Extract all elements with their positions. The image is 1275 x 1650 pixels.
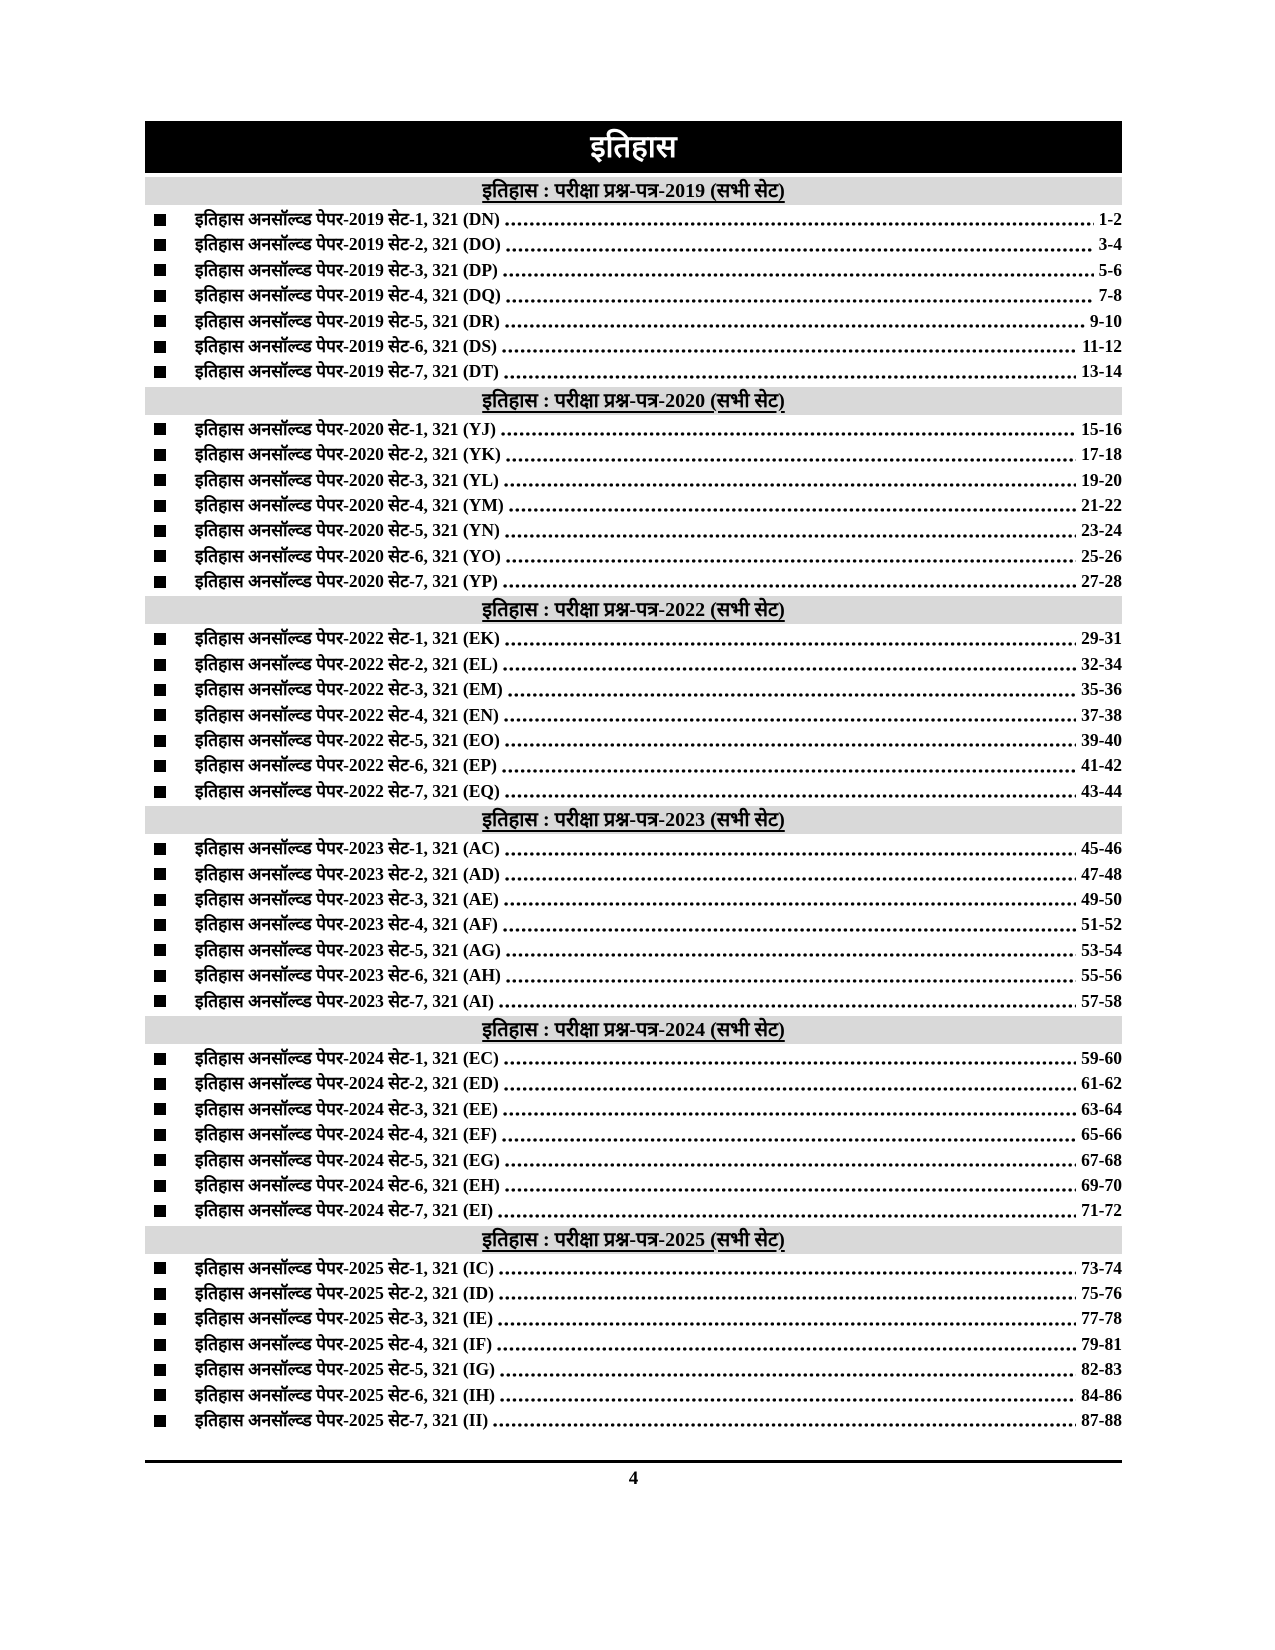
dot-leader bbox=[503, 482, 1076, 488]
square-bullet-icon bbox=[154, 239, 166, 251]
square-bullet-icon bbox=[154, 786, 166, 798]
toc-entry bbox=[145, 836, 1122, 861]
dot-leader bbox=[505, 978, 1076, 984]
entry-label: इतिहास अनसॉल्व्ड पेपर-2023 सेट-3, 321 (AE) bbox=[195, 888, 499, 909]
dot-leader bbox=[507, 692, 1076, 698]
square-bullet-icon bbox=[154, 709, 166, 721]
toc-entry bbox=[145, 1256, 1122, 1281]
section-heading bbox=[145, 596, 1122, 624]
entry-label: इतिहास अनसॉल्व्ड पेपर-2023 सेट-4, 321 (AF) bbox=[195, 914, 498, 935]
entry-label: इतिहास अनसॉल्व्ड पेपर-2025 सेट-2, 321 (ID) bbox=[195, 1283, 495, 1304]
section-entries bbox=[145, 626, 1122, 804]
dot-leader bbox=[504, 533, 1076, 539]
square-bullet-icon bbox=[154, 1364, 166, 1376]
entry-label: इतिहास अनसॉल्व्ड पेपर-2023 सेट-2, 321 (AD) bbox=[195, 863, 500, 884]
square-bullet-icon bbox=[154, 1180, 166, 1192]
section-entries bbox=[145, 1256, 1122, 1434]
square-bullet-icon bbox=[154, 735, 166, 747]
toc-entry bbox=[145, 728, 1122, 753]
section-heading bbox=[145, 806, 1122, 834]
square-bullet-icon bbox=[154, 970, 166, 982]
toc-entry bbox=[145, 544, 1122, 569]
toc-section bbox=[145, 1226, 1122, 1434]
entry-page-range: 51-52 bbox=[1081, 914, 1122, 935]
toc-entry bbox=[145, 938, 1122, 963]
toc-entry bbox=[145, 468, 1122, 493]
toc-entry bbox=[145, 1357, 1122, 1382]
square-bullet-icon bbox=[154, 944, 166, 956]
toc-content bbox=[145, 121, 1122, 1490]
toc-entry bbox=[145, 1383, 1122, 1408]
toc-entry bbox=[145, 677, 1122, 702]
entry-label: इतिहास अनसॉल्व्ड पेपर-2020 सेट-2, 321 (YK) bbox=[195, 444, 501, 465]
entry-label: इतिहास अनसॉल्व्ड पेपर-2023 सेट-6, 321 (AH) bbox=[195, 965, 501, 986]
dot-leader bbox=[504, 793, 1076, 799]
square-bullet-icon bbox=[154, 341, 166, 353]
dot-leader bbox=[502, 272, 1094, 278]
toc-entry bbox=[145, 207, 1122, 232]
dot-leader bbox=[496, 1346, 1076, 1352]
entry-page-range: 23-24 bbox=[1081, 520, 1122, 541]
square-bullet-icon bbox=[154, 474, 166, 486]
toc-entry bbox=[145, 887, 1122, 912]
square-bullet-icon bbox=[154, 894, 166, 906]
toc-entry bbox=[145, 1306, 1122, 1331]
dot-leader bbox=[505, 558, 1076, 564]
entry-label: इतिहास अनसॉल्व्ड पेपर-2023 सेट-7, 321 (AI) bbox=[195, 990, 495, 1011]
entry-label: इतिहास अनसॉल्व्ड पेपर-2023 सेट-5, 321 (AG) bbox=[195, 939, 501, 960]
dot-leader bbox=[498, 1003, 1076, 1009]
entry-page-range: 13-14 bbox=[1081, 361, 1122, 382]
entry-page-range: 47-48 bbox=[1081, 863, 1122, 884]
dot-leader bbox=[503, 717, 1076, 723]
entry-page-range: 17-18 bbox=[1081, 444, 1122, 465]
entry-label: इतिहास अनसॉल्व्ड पेपर-2025 सेट-3, 321 (IE) bbox=[195, 1308, 494, 1329]
entry-label: इतिहास अनसॉल्व्ड पेपर-2024 सेट-4, 321 (EF) bbox=[195, 1124, 497, 1145]
dot-leader bbox=[504, 876, 1076, 882]
square-bullet-icon bbox=[154, 659, 166, 671]
entry-label: इतिहास अनसॉल्व्ड पेपर-2024 सेट-5, 321 (EG) bbox=[195, 1149, 500, 1170]
entry-label: इतिहास अनसॉल्व्ड पेपर-2024 सेट-2, 321 (ED) bbox=[195, 1073, 499, 1094]
dot-leader bbox=[503, 901, 1076, 907]
entry-page-range: 3-4 bbox=[1098, 234, 1122, 255]
entry-label: इतिहास अनसॉल्व्ड पेपर-2025 सेट-7, 321 (II) bbox=[195, 1410, 489, 1431]
entry-label: इतिहास अनसॉल्व्ड पेपर-2020 सेट-6, 321 (YO) bbox=[195, 545, 501, 566]
entry-page-range: 55-56 bbox=[1081, 965, 1122, 986]
square-bullet-icon bbox=[154, 366, 166, 378]
entry-page-range: 67-68 bbox=[1081, 1149, 1122, 1170]
square-bullet-icon bbox=[154, 1129, 166, 1141]
toc-entry bbox=[145, 652, 1122, 677]
entry-label: इतिहास अनसॉल्व्ड पेपर-2019 सेट-3, 321 (DP) bbox=[195, 259, 498, 280]
toc-entry bbox=[145, 753, 1122, 778]
square-bullet-icon bbox=[154, 1415, 166, 1427]
entry-page-range: 11-12 bbox=[1082, 335, 1122, 356]
entry-page-range: 59-60 bbox=[1081, 1047, 1122, 1068]
dot-leader bbox=[502, 583, 1076, 589]
toc-section bbox=[145, 806, 1122, 1014]
entry-label: इतिहास अनसॉल्व्ड पेपर-2023 सेट-1, 321 (AC) bbox=[195, 838, 500, 859]
entry-page-range: 19-20 bbox=[1081, 469, 1122, 490]
square-bullet-icon bbox=[154, 1313, 166, 1325]
square-bullet-icon bbox=[154, 1389, 166, 1401]
footer-page-number: 4 bbox=[628, 1468, 639, 1490]
entry-label: इतिहास अनसॉल्व्ड पेपर-2020 सेट-5, 321 (YN) bbox=[195, 520, 500, 541]
square-bullet-icon bbox=[154, 1078, 166, 1090]
square-bullet-icon bbox=[154, 500, 166, 512]
toc-entry bbox=[145, 518, 1122, 543]
entry-label: इतिहास अनसॉल्व्ड पेपर-2022 सेट-1, 321 (EK) bbox=[195, 628, 500, 649]
section-heading-text: इतिहास : परीक्षा प्रश्न-पत्र-2023 (सभी सेट) bbox=[482, 809, 785, 832]
toc-entry bbox=[145, 779, 1122, 804]
entry-page-range: 73-74 bbox=[1081, 1257, 1122, 1278]
entry-label: इतिहास अनसॉल्व्ड पेपर-2025 सेट-1, 321 (IC) bbox=[195, 1257, 495, 1278]
dot-leader bbox=[505, 247, 1094, 253]
dot-leader bbox=[502, 1111, 1076, 1117]
square-bullet-icon bbox=[154, 1288, 166, 1300]
square-bullet-icon bbox=[154, 576, 166, 588]
dot-leader bbox=[505, 298, 1094, 304]
entry-page-range: 87-88 bbox=[1081, 1410, 1122, 1431]
dot-leader bbox=[499, 1397, 1076, 1403]
entry-page-range: 65-66 bbox=[1081, 1124, 1122, 1145]
entry-page-range: 57-58 bbox=[1081, 990, 1122, 1011]
toc-section bbox=[145, 177, 1122, 385]
entry-label: इतिहास अनसॉल्व्ड पेपर-2022 सेट-7, 321 (EQ) bbox=[195, 780, 500, 801]
entry-page-range: 35-36 bbox=[1081, 679, 1122, 700]
entry-page-range: 71-72 bbox=[1081, 1200, 1122, 1221]
square-bullet-icon bbox=[154, 868, 166, 880]
section-heading-text: इतिहास : परीक्षा प्रश्न-पत्र-2025 (सभी सेट) bbox=[482, 1228, 785, 1251]
entry-page-range: 75-76 bbox=[1081, 1283, 1122, 1304]
entry-page-range: 21-22 bbox=[1081, 494, 1122, 515]
dot-leader bbox=[502, 927, 1076, 933]
entry-label: इतिहास अनसॉल्व्ड पेपर-2022 सेट-2, 321 (EL) bbox=[195, 653, 498, 674]
entry-label: इतिहास अनसॉल्व्ड पेपर-2020 सेट-3, 321 (YL) bbox=[195, 469, 499, 490]
entry-label: इतिहास अनसॉल्व्ड पेपर-2019 सेट-4, 321 (DQ) bbox=[195, 285, 501, 306]
dot-leader bbox=[497, 1321, 1076, 1327]
entry-label: इतिहास अनसॉल्व्ड पेपर-2025 सेट-5, 321 (IG) bbox=[195, 1359, 495, 1380]
toc-entry bbox=[145, 334, 1122, 359]
entry-page-range: 37-38 bbox=[1081, 704, 1122, 725]
square-bullet-icon bbox=[154, 525, 166, 537]
toc-entry bbox=[145, 232, 1122, 257]
square-bullet-icon bbox=[154, 633, 166, 645]
square-bullet-icon bbox=[154, 1205, 166, 1217]
section-heading-text: इतिहास : परीक्षा प्रश्न-पत्र-2019 (सभी सेट) bbox=[482, 180, 785, 202]
entry-page-range: 69-70 bbox=[1081, 1174, 1122, 1195]
entry-label: इतिहास अनसॉल्व्ड पेपर-2019 सेट-1, 321 (DN) bbox=[195, 209, 500, 229]
toc-entry bbox=[145, 1148, 1122, 1173]
section-heading-text: इतिहास : परीक्षा प्रश्न-पत्र-2024 (सभी सेट) bbox=[482, 1018, 785, 1041]
entry-label: इतिहास अनसॉल्व्ड पेपर-2024 सेट-3, 321 (EE) bbox=[195, 1098, 498, 1119]
entry-page-range: 29-31 bbox=[1081, 628, 1122, 649]
toc-entry bbox=[145, 703, 1122, 728]
square-bullet-icon bbox=[154, 315, 166, 327]
dot-leader bbox=[504, 1187, 1076, 1193]
toc-entry bbox=[145, 1408, 1122, 1433]
square-bullet-icon bbox=[154, 1339, 166, 1351]
entry-label: इतिहास अनसॉल्व्ड पेपर-2024 सेट-1, 321 (EC) bbox=[195, 1047, 499, 1068]
page-footer bbox=[145, 1460, 1122, 1490]
entry-page-range: 1-2 bbox=[1098, 209, 1122, 229]
section-entries bbox=[145, 1046, 1122, 1224]
entry-label: इतिहास अनसॉल्व्ड पेपर-2025 सेट-4, 321 (IF) bbox=[195, 1333, 493, 1354]
square-bullet-icon bbox=[154, 1053, 166, 1065]
toc-section bbox=[145, 596, 1122, 804]
toc-entry bbox=[145, 1332, 1122, 1357]
section-heading-text: इतिहास : परीक्षा प्रश्न-पत्र-2020 (सभी सेट) bbox=[482, 389, 785, 412]
square-bullet-icon bbox=[154, 1262, 166, 1274]
section-heading-text: इतिहास : परीक्षा प्रश्न-पत्र-2022 (सभी सेट) bbox=[482, 599, 785, 622]
entry-label: इतिहास अनसॉल्व्ड पेपर-2019 सेट-7, 321 (DT) bbox=[195, 361, 499, 382]
dot-leader bbox=[502, 666, 1076, 672]
page-title: इतिहास bbox=[145, 121, 1122, 173]
toc-entry bbox=[145, 912, 1122, 937]
section-entries bbox=[145, 836, 1122, 1014]
square-bullet-icon bbox=[154, 684, 166, 696]
entry-page-range: 39-40 bbox=[1081, 730, 1122, 751]
toc-entry bbox=[145, 862, 1122, 887]
dot-leader bbox=[501, 348, 1077, 354]
entry-page-range: 32-34 bbox=[1081, 653, 1122, 674]
dot-leader bbox=[499, 1372, 1076, 1378]
toc-entry bbox=[145, 1046, 1122, 1071]
entry-label: इतिहास अनसॉल्व्ड पेपर-2022 सेट-3, 321 (EM) bbox=[195, 679, 503, 700]
entry-page-range: 25-26 bbox=[1081, 545, 1122, 566]
entry-page-range: 79-81 bbox=[1081, 1333, 1122, 1354]
dot-leader bbox=[504, 641, 1076, 647]
section-heading bbox=[145, 1016, 1122, 1044]
toc-entry bbox=[145, 963, 1122, 988]
toc-entry bbox=[145, 1173, 1122, 1198]
toc-entry bbox=[145, 1122, 1122, 1147]
toc-sections bbox=[145, 177, 1122, 1433]
square-bullet-icon bbox=[154, 550, 166, 562]
entry-label: इतिहास अनसॉल्व्ड पेपर-2020 सेट-7, 321 (YP) bbox=[195, 571, 498, 592]
dot-leader bbox=[503, 1060, 1076, 1066]
toc-entry bbox=[145, 1097, 1122, 1122]
section-heading bbox=[145, 1226, 1122, 1254]
entry-page-range: 41-42 bbox=[1081, 755, 1122, 776]
dot-leader bbox=[503, 374, 1076, 380]
entry-label: इतिहास अनसॉल्व्ड पेपर-2020 सेट-1, 321 (YJ) bbox=[195, 418, 496, 439]
square-bullet-icon bbox=[154, 423, 166, 435]
entry-page-range: 61-62 bbox=[1081, 1073, 1122, 1094]
entry-page-range: 27-28 bbox=[1081, 571, 1122, 592]
entry-page-range: 84-86 bbox=[1081, 1384, 1122, 1405]
square-bullet-icon bbox=[154, 449, 166, 461]
entry-label: इतिहास अनसॉल्व्ड पेपर-2022 सेट-6, 321 (EP) bbox=[195, 755, 497, 776]
section-entries bbox=[145, 207, 1122, 385]
entry-page-range: 49-50 bbox=[1081, 888, 1122, 909]
entry-page-range: 82-83 bbox=[1081, 1359, 1122, 1380]
toc-entry bbox=[145, 283, 1122, 308]
toc-entry bbox=[145, 1198, 1122, 1223]
dot-leader bbox=[504, 742, 1076, 748]
dot-leader bbox=[504, 851, 1076, 857]
square-bullet-icon bbox=[154, 995, 166, 1007]
dot-leader bbox=[504, 221, 1094, 227]
dot-leader bbox=[508, 507, 1076, 513]
dot-leader bbox=[492, 1422, 1076, 1428]
toc-section bbox=[145, 1016, 1122, 1224]
dot-leader bbox=[503, 1086, 1076, 1092]
entry-page-range: 63-64 bbox=[1081, 1098, 1122, 1119]
square-bullet-icon bbox=[154, 1154, 166, 1166]
toc-entry bbox=[145, 1071, 1122, 1096]
entry-page-range: 15-16 bbox=[1081, 418, 1122, 439]
dot-leader bbox=[501, 768, 1076, 774]
entry-page-range: 5-6 bbox=[1098, 259, 1122, 280]
dot-leader bbox=[504, 1162, 1076, 1168]
square-bullet-icon bbox=[154, 1103, 166, 1115]
entry-page-range: 43-44 bbox=[1081, 780, 1122, 801]
section-heading bbox=[145, 387, 1122, 415]
entry-label: इतिहास अनसॉल्व्ड पेपर-2019 सेट-2, 321 (DO) bbox=[195, 234, 501, 255]
toc-entry bbox=[145, 359, 1122, 384]
entry-label: इतिहास अनसॉल्व्ड पेपर-2022 सेट-4, 321 (EN) bbox=[195, 704, 499, 725]
dot-leader bbox=[501, 1137, 1076, 1143]
toc-entry bbox=[145, 569, 1122, 594]
entry-label: इतिहास अनसॉल्व्ड पेपर-2024 सेट-6, 321 (EH) bbox=[195, 1174, 500, 1195]
entry-label: इतिहास अनसॉल्व्ड पेपर-2022 सेट-5, 321 (EO) bbox=[195, 730, 500, 751]
toc-entry bbox=[145, 417, 1122, 442]
toc-section bbox=[145, 387, 1122, 595]
toc-entry bbox=[145, 442, 1122, 467]
dot-leader bbox=[498, 1270, 1076, 1276]
square-bullet-icon bbox=[154, 214, 166, 226]
entry-page-range: 45-46 bbox=[1081, 838, 1122, 859]
entry-label: इतिहास अनसॉल्व्ड पेपर-2019 सेट-5, 321 (DR) bbox=[195, 310, 500, 331]
toc-entry bbox=[145, 258, 1122, 283]
toc-entry bbox=[145, 626, 1122, 651]
dot-leader bbox=[505, 952, 1076, 958]
entry-page-range: 7-8 bbox=[1098, 285, 1122, 306]
entry-label: इतिहास अनसॉल्व्ड पेपर-2020 सेट-4, 321 (YM) bbox=[195, 494, 504, 515]
toc-entry bbox=[145, 989, 1122, 1014]
toc-entry bbox=[145, 309, 1122, 334]
section-heading bbox=[145, 177, 1122, 205]
dot-leader bbox=[505, 457, 1076, 463]
square-bullet-icon bbox=[154, 264, 166, 276]
entry-label: इतिहास अनसॉल्व्ड पेपर-2024 सेट-7, 321 (EI) bbox=[195, 1200, 494, 1221]
entry-page-range: 77-78 bbox=[1081, 1308, 1122, 1329]
section-entries bbox=[145, 417, 1122, 595]
dot-leader bbox=[500, 431, 1076, 437]
dot-leader bbox=[497, 1213, 1076, 1219]
square-bullet-icon bbox=[154, 843, 166, 855]
toc-entry bbox=[145, 1281, 1122, 1306]
dot-leader bbox=[498, 1295, 1076, 1301]
entry-page-range: 53-54 bbox=[1081, 939, 1122, 960]
square-bullet-icon bbox=[154, 290, 166, 302]
square-bullet-icon bbox=[154, 919, 166, 931]
entry-page-range: 9-10 bbox=[1089, 310, 1122, 331]
entry-label: इतिहास अनसॉल्व्ड पेपर-2019 सेट-6, 321 (DS) bbox=[195, 335, 497, 356]
square-bullet-icon bbox=[154, 760, 166, 772]
dot-leader bbox=[504, 323, 1085, 329]
entry-label: इतिहास अनसॉल्व्ड पेपर-2025 सेट-6, 321 (IH) bbox=[195, 1384, 495, 1405]
toc-entry bbox=[145, 493, 1122, 518]
